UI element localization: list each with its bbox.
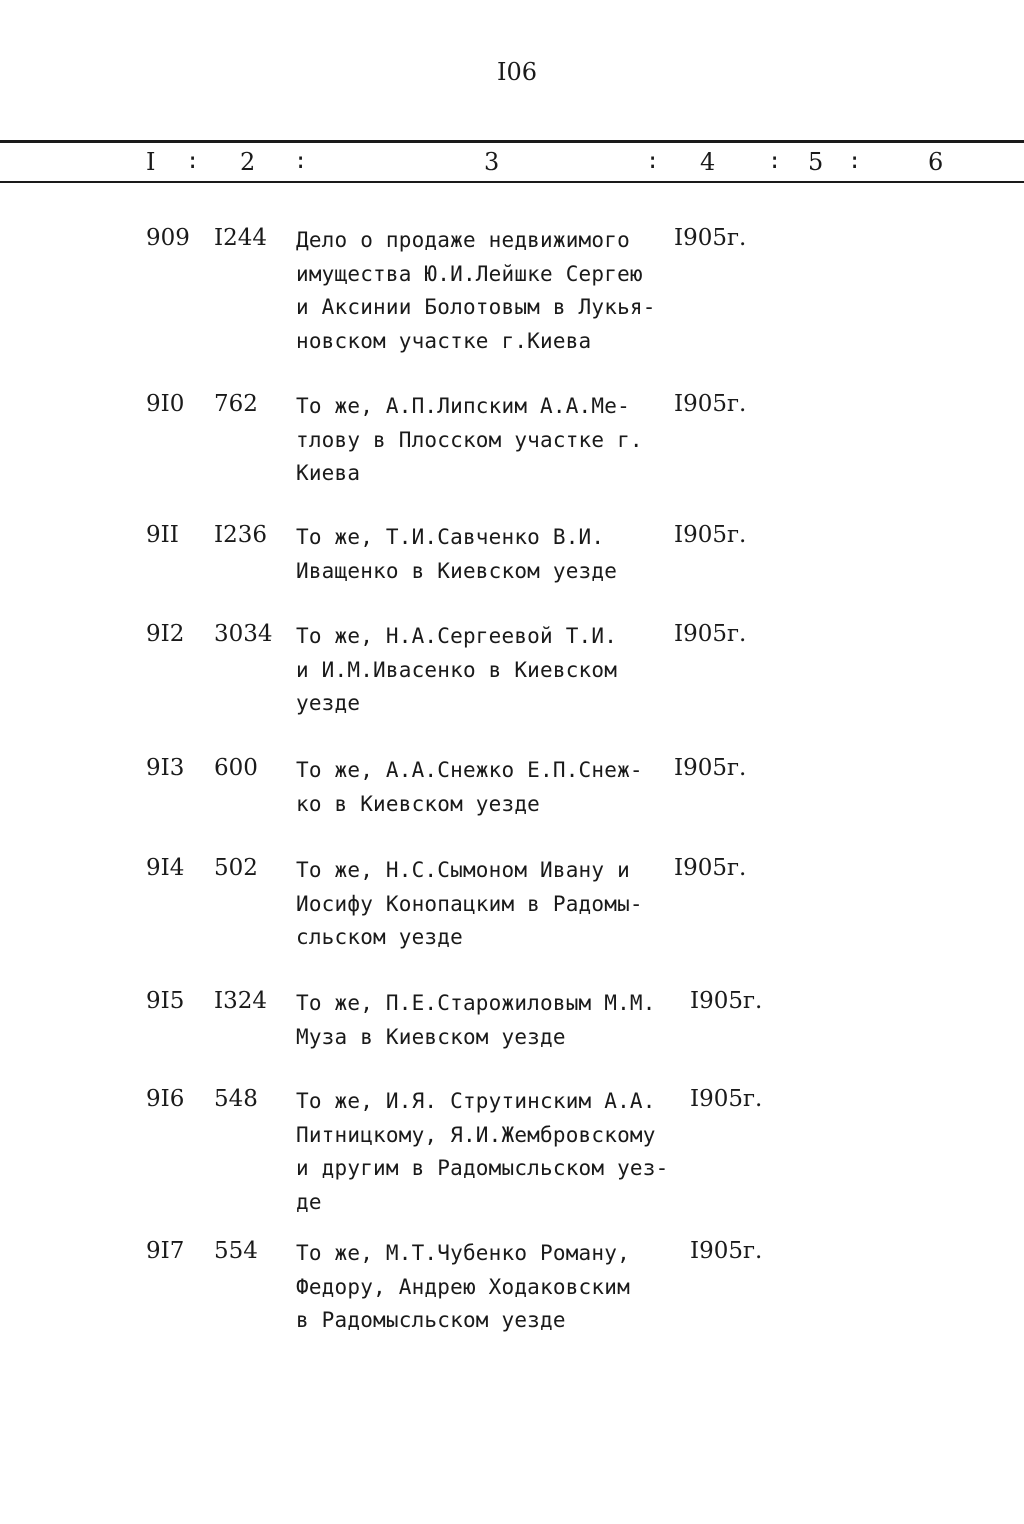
entry-title-line: и другим в Радомысльском уез- xyxy=(296,1156,669,1180)
entry-title-line: То же, Н.С.Сымоном Ивану и xyxy=(296,858,630,882)
entry-number: 909 xyxy=(146,225,190,251)
header-col-6: 6 xyxy=(928,148,944,176)
entry-title-line: новском участке г.Киева xyxy=(296,328,592,353)
column-header-row xyxy=(0,146,1024,178)
entry-title-line: и Аксинии Болотовым в Лукья- xyxy=(296,295,656,319)
entry-item-number: I244 xyxy=(214,225,267,251)
entry-title xyxy=(296,620,696,721)
header-col-1: I xyxy=(146,148,156,176)
entry-number: 9II xyxy=(146,522,179,548)
entry-date: I905г. xyxy=(674,855,747,881)
entry-title-line: и И.М.Ивасенко в Киевском xyxy=(296,657,618,682)
entry-date: I905г. xyxy=(674,391,747,417)
entry-item-number: 502 xyxy=(214,855,258,881)
entry-title-line: уезде xyxy=(296,691,361,715)
header-col-2: 2 xyxy=(240,148,256,176)
entry-item-number: I324 xyxy=(214,988,267,1014)
entry-title-line: Дело о продаже недвижимого xyxy=(296,228,630,252)
entry-date: I905г. xyxy=(674,621,747,647)
entry-title-line: То же, А.П.Липским А.А.Ме- xyxy=(296,394,630,418)
header-top-rule xyxy=(0,140,1024,143)
entry-item-number: 548 xyxy=(214,1086,258,1112)
entry-item-number: 554 xyxy=(214,1238,258,1264)
entry-title xyxy=(296,1085,696,1219)
entry-number: 9I7 xyxy=(146,1238,185,1264)
entry-title-line: Киева xyxy=(296,461,361,485)
entry-title xyxy=(296,987,696,1054)
entry-title-line: То же, И.Я. Струтинским А.А. xyxy=(296,1089,656,1113)
entry-title-line: Федору, Андрею Ходаковским xyxy=(296,1274,630,1299)
header-separator: : xyxy=(768,149,782,174)
entry-item-number: 600 xyxy=(214,755,258,781)
entry-date: I905г. xyxy=(690,1238,763,1264)
entry-number: 9I2 xyxy=(146,621,185,647)
page-number: I06 xyxy=(496,58,538,86)
header-col-4: 4 xyxy=(700,148,716,176)
entry-date: I905г. xyxy=(674,755,747,781)
header-separator: : xyxy=(186,149,200,174)
entry-title-line: Иосифу Конопацким в Радомы- xyxy=(296,891,643,916)
entry-title-line: тлову в Плосском участке г. xyxy=(296,427,643,452)
entry-item-number: I236 xyxy=(214,522,267,548)
header-bottom-rule xyxy=(0,181,1024,183)
entry-title-line: сльском уезде xyxy=(296,925,463,949)
header-separator: : xyxy=(848,149,862,174)
entry-title-line: Муза в Киевском уезде xyxy=(296,1024,566,1049)
header-col-3: 3 xyxy=(484,148,500,176)
entry-date: I905г. xyxy=(690,1086,763,1112)
header-separator: : xyxy=(646,149,660,174)
entry-title-line: То же, М.Т.Чубенко Роману, xyxy=(296,1241,630,1265)
entry-title xyxy=(296,754,696,821)
header-col-5: 5 xyxy=(808,148,824,176)
entry-item-number: 762 xyxy=(214,391,258,417)
entry-number: 9I3 xyxy=(146,755,185,781)
entry-number: 9I6 xyxy=(146,1086,185,1112)
header-separator: : xyxy=(294,149,308,174)
entry-title-line: имущества Ю.И.Лейшке Сергею xyxy=(296,261,643,286)
entry-title-line: То же, П.Е.Старожиловым М.М. xyxy=(296,991,656,1015)
entry-number: 9I4 xyxy=(146,855,185,881)
entry-title-line: Иващенко в Киевском уезде xyxy=(296,558,618,583)
entry-title xyxy=(296,224,696,358)
entry-title-line: То же, Т.И.Савченко В.И. xyxy=(296,525,605,549)
entry-title-line: То же, А.А.Снежко Е.П.Снеж- xyxy=(296,758,643,782)
entry-title xyxy=(296,521,696,588)
entry-title-line: в Радомысльском уезде xyxy=(296,1308,566,1332)
entry-number: 9I0 xyxy=(146,391,185,417)
entry-title xyxy=(296,390,696,491)
entry-date: I905г. xyxy=(690,988,763,1014)
entry-title-line: де xyxy=(296,1189,322,1214)
entry-title-line: То же, Н.А.Сергеевой Т.И. xyxy=(296,624,618,648)
entry-title-line: Питницкому, Я.И.Жембровскому xyxy=(296,1122,656,1147)
entry-title-line: ко в Киевском уезде xyxy=(296,791,541,816)
entry-title xyxy=(296,854,696,955)
entry-title xyxy=(296,1237,696,1338)
entry-date: I905г. xyxy=(674,522,747,548)
entry-item-number: 3034 xyxy=(214,621,273,647)
entry-date: I905г. xyxy=(674,225,747,251)
entry-number: 9I5 xyxy=(146,988,185,1014)
